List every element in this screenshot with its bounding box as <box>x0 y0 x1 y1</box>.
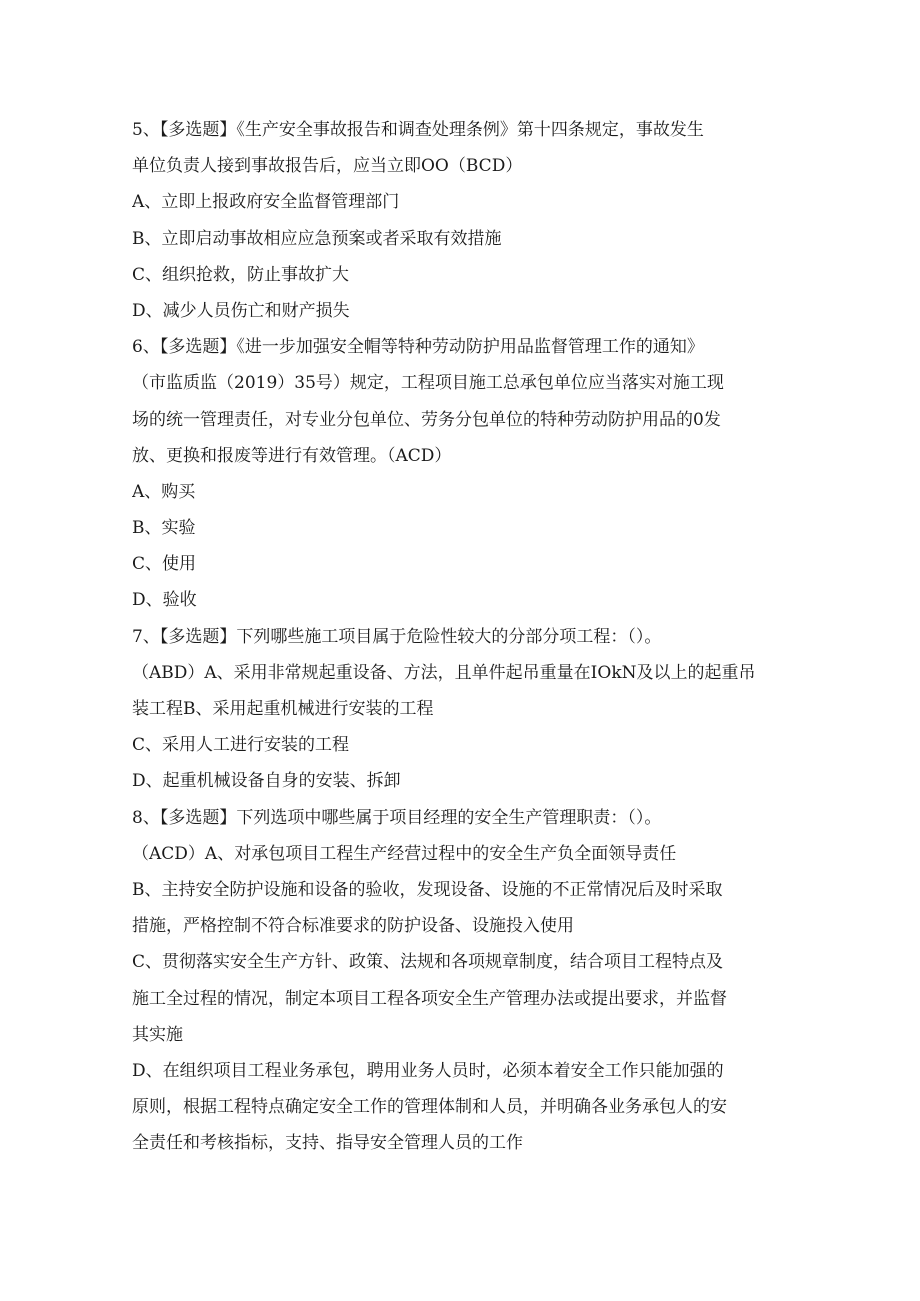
q5-option-b: B、立即启动事故相应应急预案或者采取有效措施 <box>132 228 502 249</box>
q8-option-b-line-2: 措施，严格控制不符合标准要求的防护设备、设施投入使用 <box>132 916 574 937</box>
q6-title-line-1: 6、【多选题】《进一步加强安全帽等特种劳动防护用品监督管理工作的通知》 <box>132 337 704 358</box>
q6-title-line-4: 放、更换和报废等进行有效管理。（ACD） <box>132 445 452 466</box>
q8-option-c-line-2: 施工全过程的情况，制定本项目工程各项安全生产管理办法或提出要求，并监督 <box>132 988 727 1009</box>
q6-title-line-2: （市监质监（2019）35号）规定，工程项目施工总承包单位应当落实对施工现 <box>132 373 724 394</box>
q6-title-line-3: 场的统一管理责任，对专业分包单位、劳务分包单位的特种劳动防护用品的0发 <box>132 409 721 430</box>
q5-option-c: C、组织抢救，防止事故扩大 <box>132 264 350 285</box>
q8-option-d-line-3: 全责任和考核指标，支持、指导安全管理人员的工作 <box>132 1133 523 1154</box>
q8-option-c-line-3: 其实施 <box>132 1024 183 1045</box>
q8-option-b-line-1: B、主持安全防护设施和设备的验收，发现设备、设施的不正常情况后及时采取 <box>132 879 723 900</box>
q5-option-d: D、减少人员伤亡和财产损失 <box>132 300 350 321</box>
q7-answer-option-a: （ABD）A、采用非常规起重设备、方法，且单件起吊重量在IOkN及以上的起重吊 <box>132 662 756 683</box>
q7-option-d: D、起重机械设备自身的安装、拆卸 <box>132 771 401 792</box>
q8-option-d-line-2: 原则，根据工程特点确定安全工作的管理体制和人员，并明确各业务承包人的安 <box>132 1097 727 1118</box>
q7-option-c: C、采用人工进行安装的工程 <box>132 735 350 756</box>
q7-title-line-1: 7、【多选题】下列哪些施工项目属于危险性较大的分部分项工程：（）。 <box>132 626 662 647</box>
q6-option-b: B、实验 <box>132 518 196 539</box>
q8-answer-option-a: （ACD）A、对承包项目工程生产经营过程中的安全生产负全面领导责任 <box>132 843 677 864</box>
q5-title-line-1: 5、【多选题】《生产安全事故报告和调查处理条例》第十四条规定，事故发生 <box>132 120 704 140</box>
q8-title-line-1: 8、【多选题】下列选项中哪些属于项目经理的安全生产管理职责：（）。 <box>132 807 662 828</box>
q5-title-line-2: 单位负责人接到事故报告后，应当立即OO（BCD） <box>132 156 523 177</box>
q7-option-a-cont-option-b: 装工程B、采用起重机械进行安装的工程 <box>132 699 434 719</box>
q6-option-d: D、验收 <box>132 590 197 611</box>
q5-option-a: A、立即上报政府安全监督管理部门 <box>132 192 400 213</box>
q6-option-c: C、使用 <box>132 554 197 575</box>
q8-option-d-line-1: D、在组织项目工程业务承包，聘用业务人员时，必须本着安全工作只能加强的 <box>132 1060 724 1081</box>
q8-option-c-line-1: C、贯彻落实安全生产方针、政策、法规和各项规章制度，结合项目工程特点及 <box>132 952 724 973</box>
document-body <box>132 112 792 1161</box>
q6-option-a: A、购买 <box>132 481 196 502</box>
